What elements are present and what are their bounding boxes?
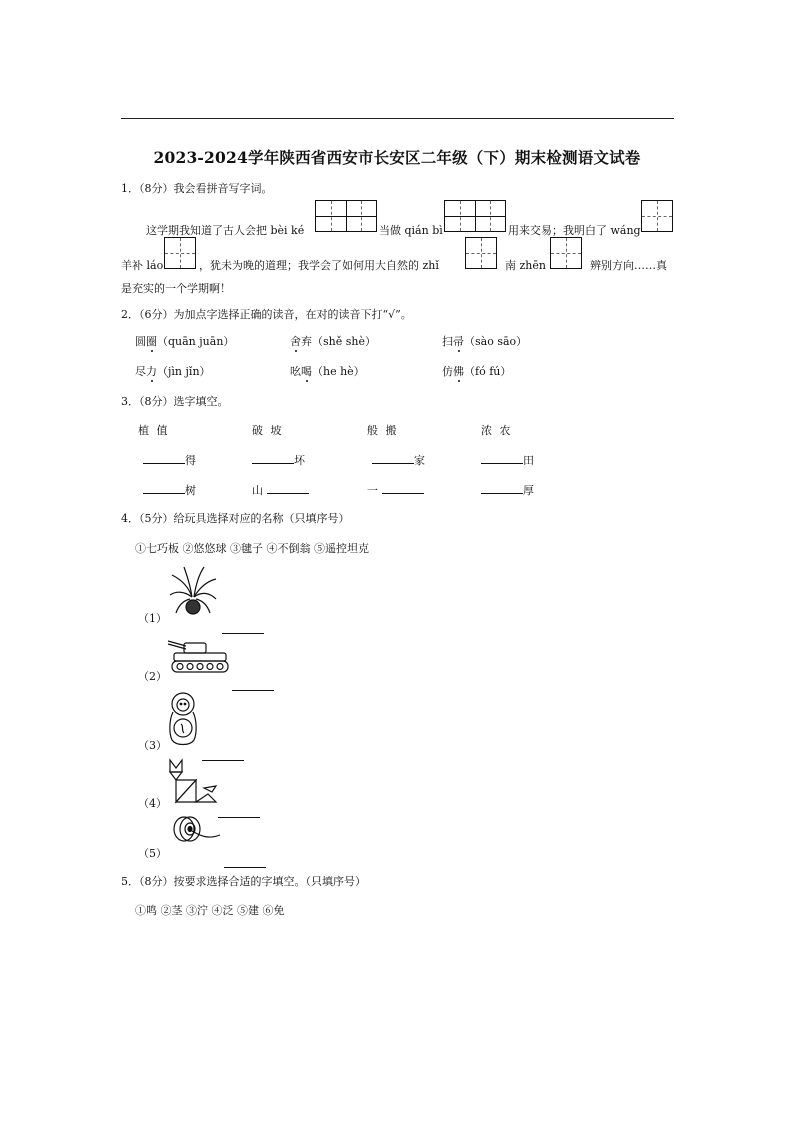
q1-writing-grid-lao[interactable] [164, 237, 196, 269]
q3-char: 家 [414, 454, 425, 467]
tank-icon [166, 635, 232, 675]
q4-blank-4[interactable] [218, 806, 260, 818]
q1-text-1a: 这学期我知道了古人会把 bèi ké [146, 224, 305, 237]
q3-blank-r2-4[interactable] [481, 482, 534, 498]
q2-item-5[interactable] [290, 363, 365, 379]
q2-item-2-dotted-char: 舍 [290, 335, 301, 348]
tumbler-doll-icon [168, 690, 198, 748]
q1-text-1c: 用来交易；我明白了 wáng [508, 224, 641, 237]
q2-item-5-char: 吆 [290, 365, 301, 378]
q3-char: 厚 [523, 484, 534, 497]
q5-options: ①鸣 ②茎 ③泞 ④泛 ⑤建 ⑥免 [135, 904, 285, 917]
top-rule [121, 118, 674, 119]
q2-item-2-pinyin: （shě shè） [312, 335, 376, 348]
q2-item-1-char: 圆 [135, 335, 146, 348]
q3-char: 一 [367, 484, 378, 497]
q3-blank-r1-3[interactable] [372, 452, 425, 468]
page-title: 2023-2024学年陕西省西安市长安区二年级（下）期末检测语文试卷 [153, 148, 641, 167]
q2-item-4[interactable] [135, 363, 211, 379]
q3-char: 山 [252, 484, 263, 497]
q3-blank-r2-2[interactable] [252, 482, 309, 498]
q1-writing-grid-zhen[interactable] [550, 237, 582, 269]
q4-label-3: （3） [138, 739, 167, 752]
q1-text-2b: ，犹未为晚的道理；我学会了如何用大自然的 zhǐ [199, 259, 439, 272]
q2-item-3-dotted-char: 帚 [453, 335, 464, 348]
q3-char: 坏 [294, 454, 305, 467]
q2-item-1-dotted-char: 圈 [146, 335, 157, 348]
q3-blank-r2-1[interactable] [143, 482, 196, 498]
shuttlecock-icon [168, 565, 218, 620]
q4-blank-5[interactable] [224, 856, 266, 868]
q4-label-5: （5） [138, 847, 167, 860]
q1-writing-grid-beike[interactable] [315, 200, 377, 232]
q1-text-1b: 当做 qián bì [379, 224, 443, 237]
q2-item-5-pinyin: （he hè） [312, 365, 365, 378]
q1-heading: 1．（8分）我会看拼音写字词。 [121, 182, 273, 195]
q2-item-4-dotted-char: 力 [146, 365, 157, 378]
q5-heading: 5．（8分）按要求选择合适的字填空。（只填序号） [121, 875, 366, 888]
q2-item-4-pinyin: （jìn jǐn） [157, 365, 211, 378]
q3-blank-r1-1[interactable] [143, 452, 196, 468]
q1-writing-grid-wang[interactable] [641, 200, 673, 232]
q2-item-6[interactable] [442, 363, 511, 379]
q2-item-5-dotted-char: 喝 [301, 365, 312, 378]
q2-item-2-char: 弃 [301, 335, 312, 348]
q4-blank-2[interactable] [232, 679, 274, 691]
q3-heading: 3．（8分）选字填空。 [121, 395, 229, 408]
q2-item-2[interactable] [290, 333, 376, 349]
q4-label-4: （4） [138, 797, 167, 810]
q2-item-4-char: 尽 [135, 365, 146, 378]
q1-text-3: 是充实的一个学期啊！ [121, 282, 231, 295]
q2-item-6-dotted-char: 佛 [453, 365, 464, 378]
q4-heading: 4．（5分）给玩具选择对应的名称（只填序号） [121, 512, 350, 525]
q2-item-1-pinyin: （quān juān） [157, 335, 235, 348]
q4-label-2: （2） [138, 670, 167, 683]
q2-item-3-char: 扫 [442, 335, 453, 348]
q2-item-3-pinyin: （sào sāo） [464, 335, 528, 348]
q3-char: 田 [523, 454, 534, 467]
q4-label-1: （1） [138, 612, 167, 625]
q3-blank-r1-2[interactable] [252, 452, 305, 468]
q2-heading: 2．（6分）为加点字选择正确的读音，在对的读音下打“√”。 [121, 308, 412, 321]
q1-text-2a: 羊补 láo [121, 259, 164, 272]
tangram-icon [166, 758, 218, 806]
q1-writing-grid-qianbi[interactable] [444, 200, 506, 232]
q2-item-1[interactable] [135, 333, 234, 349]
q3-pair-3: 般 搬 [367, 424, 397, 437]
q1-text-2d: 辨别方向……真 [590, 259, 667, 272]
q1-writing-grid-zhi[interactable] [465, 237, 497, 269]
yoyo-icon [172, 815, 222, 845]
q2-item-3[interactable] [442, 333, 527, 349]
q3-blank-r2-3[interactable] [367, 482, 424, 498]
q3-blank-r1-4[interactable] [481, 452, 534, 468]
q3-char: 得 [185, 454, 196, 467]
q3-pair-2: 破 坡 [252, 424, 282, 437]
q4-blank-1[interactable] [222, 622, 264, 634]
q3-pair-4: 浓 农 [481, 424, 511, 437]
q2-item-6-pinyin: （fó fú） [464, 365, 512, 378]
q2-item-6-char: 仿 [442, 365, 453, 378]
q3-pair-1: 植 值 [138, 424, 168, 437]
q1-text-2c: 南 zhēn [505, 259, 546, 272]
q4-options: ①七巧板 ②悠悠球 ③毽子 ④不倒翁 ⑤遥控坦克 [135, 542, 369, 555]
q3-char: 树 [185, 484, 196, 497]
